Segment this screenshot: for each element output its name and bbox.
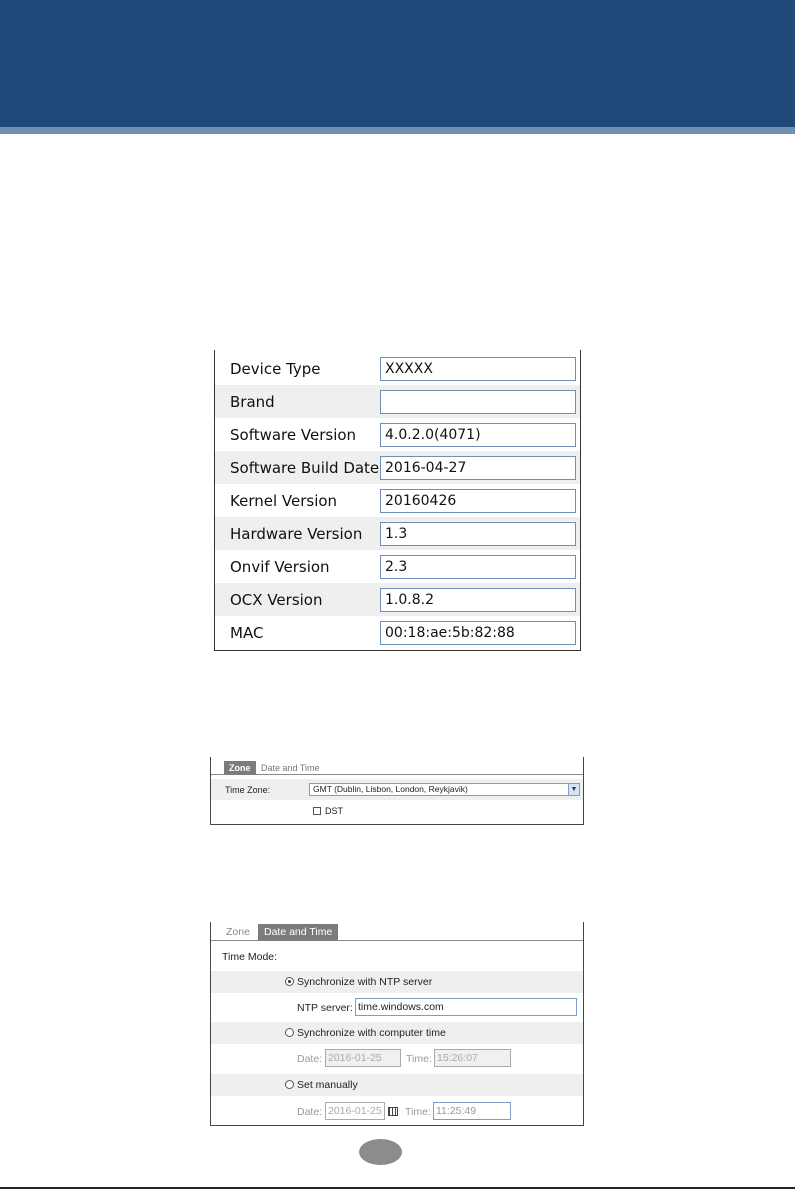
device-info-panel xyxy=(214,350,581,651)
kernel-version-label: Kernel Version xyxy=(230,492,338,510)
software-build-date-label: Software Build Date xyxy=(230,459,380,477)
time-zone-value: GMT (Dublin, Lisbon, London, Reykjavik) xyxy=(313,784,468,794)
date-time-settings-panel xyxy=(210,922,584,1126)
tab-zone[interactable]: Zone xyxy=(224,761,256,775)
tab-date-and-time[interactable]: Date and Time xyxy=(261,763,320,773)
ntp-server-input[interactable]: time.windows.com xyxy=(355,998,577,1016)
brand-label: Brand xyxy=(230,393,275,411)
computer-date-input: 2016-01-25 xyxy=(325,1049,401,1067)
manual-option-row xyxy=(211,1074,583,1096)
hardware-version-field[interactable]: 1.3 xyxy=(380,522,576,546)
mac-label: MAC xyxy=(230,624,264,642)
computer-time-label: Time: xyxy=(406,1053,432,1065)
zone-tabbar xyxy=(211,757,583,775)
manual-date-label: Date: xyxy=(297,1106,323,1118)
brand-field[interactable] xyxy=(380,390,576,414)
software-build-date-row xyxy=(215,451,580,484)
mac-field[interactable]: 00:18:ae:5b:82:88 xyxy=(380,621,576,645)
date-time-tabbar xyxy=(211,922,583,941)
manual-time-label: Time: xyxy=(405,1106,431,1118)
time-mode-label: Time Mode: xyxy=(222,951,278,963)
onvif-version-label: Onvif Version xyxy=(230,558,330,576)
manual-time-input[interactable]: 11:25:49 xyxy=(433,1102,511,1120)
ntp-option-row xyxy=(211,971,583,993)
computer-time-option-row xyxy=(211,1022,583,1044)
time-zone-label: Time Zone: xyxy=(225,785,271,795)
device-type-row xyxy=(215,352,580,385)
hardware-version-row xyxy=(215,517,580,550)
ntp-radio[interactable] xyxy=(285,977,294,986)
time-mode-row xyxy=(211,946,583,968)
dst-label: DST xyxy=(325,806,343,816)
brand-row xyxy=(215,385,580,418)
hardware-version-label: Hardware Version xyxy=(230,525,363,543)
chevron-down-icon[interactable]: ▼ xyxy=(568,784,579,795)
manual-date-input[interactable]: 2016-01-25 xyxy=(325,1102,385,1120)
ntp-server-row xyxy=(211,995,583,1017)
computer-date-time-row xyxy=(211,1046,583,1068)
ocx-version-row xyxy=(215,583,580,616)
kernel-version-row xyxy=(215,484,580,517)
manual-date-time-row xyxy=(211,1099,583,1121)
dst-checkbox[interactable] xyxy=(313,807,321,815)
ntp-option-label[interactable]: Synchronize with NTP server xyxy=(297,976,433,988)
software-version-label: Software Version xyxy=(230,426,357,444)
onvif-version-field[interactable]: 2.3 xyxy=(380,555,576,579)
calendar-icon[interactable] xyxy=(388,1107,398,1116)
ocx-version-label: OCX Version xyxy=(230,591,323,609)
manual-radio[interactable] xyxy=(285,1080,294,1089)
dst-row xyxy=(211,801,583,822)
computer-date-label: Date: xyxy=(297,1053,323,1065)
time-zone-row xyxy=(211,779,583,800)
computer-time-radio[interactable] xyxy=(285,1028,294,1037)
page-footer-rule xyxy=(0,1187,795,1189)
time-zone-select[interactable] xyxy=(309,783,580,796)
onvif-version-row xyxy=(215,550,580,583)
software-version-row xyxy=(215,418,580,451)
page-header-band xyxy=(0,0,795,127)
page-header-rule xyxy=(0,127,795,134)
tab-zone[interactable]: Zone xyxy=(226,926,250,938)
software-build-date-field[interactable]: 2016-04-27 xyxy=(380,456,576,480)
mac-row xyxy=(215,616,580,649)
software-version-field[interactable]: 4.0.2.0(4071) xyxy=(380,423,576,447)
kernel-version-field[interactable]: 20160426 xyxy=(380,489,576,513)
computer-time-option-label[interactable]: Synchronize with computer time xyxy=(297,1027,446,1039)
ntp-server-label: NTP server: xyxy=(297,1002,353,1014)
computer-time-input: 15:26:07 xyxy=(434,1049,511,1067)
zone-settings-panel xyxy=(210,757,584,825)
tab-date-and-time[interactable]: Date and Time xyxy=(258,924,338,941)
page-number-badge xyxy=(359,1139,402,1165)
device-type-field[interactable]: XXXXX xyxy=(380,357,576,381)
manual-option-label[interactable]: Set manually xyxy=(297,1079,358,1091)
ocx-version-field[interactable]: 1.0.8.2 xyxy=(380,588,576,612)
device-type-label: Device Type xyxy=(230,360,321,378)
